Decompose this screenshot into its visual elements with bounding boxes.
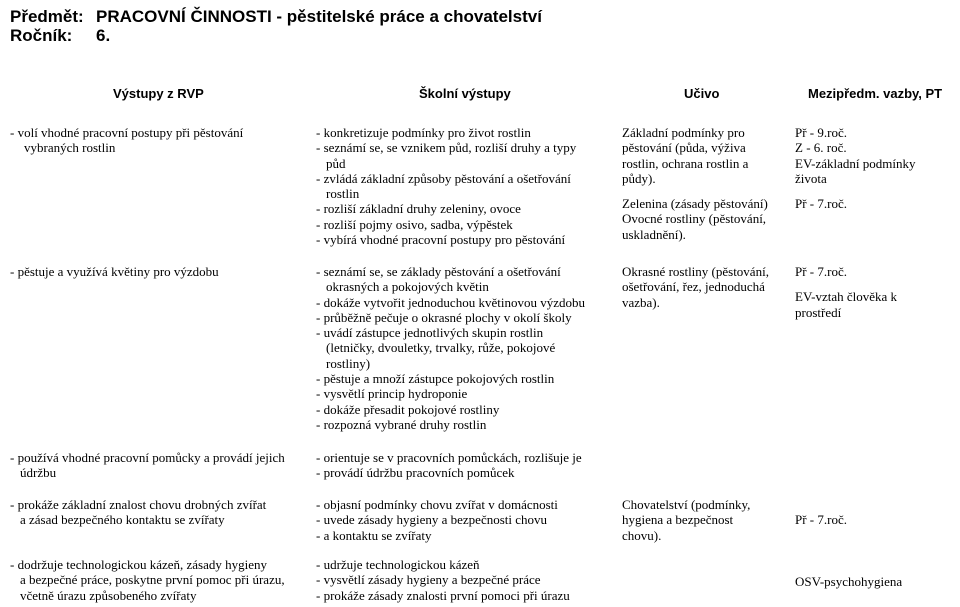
grade-label: Ročník: (10, 26, 73, 45)
text-line: - volí vhodné pracovní postupy při pěstování (10, 125, 244, 140)
text-line: Základní podmínky pro (622, 125, 745, 140)
text-line: - prokáže zásady znalosti první pomoci při úrazu (316, 587, 570, 603)
text-line: - vysvětlí princip hydroponie (316, 386, 468, 402)
table-header (0, 84, 960, 106)
text-line: - udržuje technologickou kázeň (316, 557, 480, 572)
text-line: a zásad bezpečného kontaktu se zvířaty (20, 512, 225, 528)
row2-school (316, 264, 616, 432)
text-line: - rozliší základní druhy zeleniny, ovoce (316, 201, 521, 217)
column-header-curriculum: Učivo (684, 86, 720, 101)
text-line: ošetřování, řez, jednoduchá (622, 279, 765, 295)
text-line: - uvádí zástupce jednotlivých skupin rostlin (316, 325, 544, 341)
text-line: - dodržuje technologickou kázeň, zásady hygieny (10, 557, 268, 572)
column-header-links: Mezipředm. vazby, PT (808, 86, 943, 101)
text-line: - seznámí se, se vznikem půd, rozliší druhy a typy (316, 140, 577, 156)
text-line: Okrasné rostliny (pěstování, (622, 264, 769, 279)
text-line: rostlin, ochrana rostlin a (622, 155, 749, 171)
text-line: - rozliší pojmy osivo, sadba, výpěstek (316, 216, 513, 232)
text-line: - uvede zásady hygieny a bezpečnosti chovu (316, 512, 548, 528)
text-line: - průběžně pečuje o okrasné plochy v okolí školy (316, 309, 572, 325)
subject-label: Předmět: (10, 7, 84, 26)
text-line: včetně úrazu způsobeného zvířaty (20, 587, 197, 603)
text-line: - dokáže přesadit pokojové rostliny (316, 401, 500, 417)
text-line: Z - 6. roč. (795, 140, 847, 156)
text-line: půd (326, 155, 346, 171)
text-line: - dokáže vytvořit jednoduchou květinovou výzdobu (316, 294, 585, 310)
row2-rvp (10, 264, 310, 279)
text-line: chovu). (622, 527, 662, 543)
text-line: - objasní podmínky chovu zvířat v domácnosti (316, 497, 558, 512)
text-line: - vysvětlí zásady hygieny a bezpečné práce (316, 572, 541, 588)
text-line: Zelenina (zásady pěstování) (622, 196, 768, 212)
text-line: EV-základní podmínky (795, 155, 916, 171)
text-line: Př - 9.roč. (795, 125, 847, 140)
row2-links (795, 264, 960, 320)
row1-curriculum (622, 125, 787, 242)
row5-school (316, 557, 616, 603)
text-line: hygiena a bezpečnost (622, 512, 734, 528)
row5-rvp (10, 557, 310, 603)
subject-value: PRACOVNÍ ČINNOSTI - pěstitelské práce a chovatelství (96, 7, 542, 26)
text-line: okrasných a pokojových květin (326, 279, 489, 295)
row2-curriculum (622, 264, 787, 310)
subject-line (10, 7, 542, 27)
text-line: - provádí údržbu pracovních pomůcek (316, 465, 515, 481)
text-line: Chovatelství (podmínky, (622, 497, 751, 512)
text-line: - konkretizuje podmínky pro život rostlin (316, 125, 531, 140)
text-line: života (795, 170, 827, 186)
row1-school (316, 125, 616, 247)
text-line: rostliny) (326, 355, 371, 371)
row4-links (795, 512, 960, 527)
text-line: - používá vhodné pracovní pomůcky a provádí jejich (10, 450, 285, 465)
text-line: a bezpečné práce, poskytne první pomoc při úrazu, (20, 572, 285, 588)
row4-school (316, 497, 616, 543)
text-line: - zvládá základní způsoby pěstování a ošetřování (316, 170, 571, 186)
text-line: pěstování (půda, výživa (622, 140, 746, 156)
text-line: - seznámí se, se základy pěstování a ošetřování (316, 264, 561, 279)
text-line: vybraných rostlin (24, 140, 116, 156)
row3-rvp (10, 450, 310, 481)
text-line: prostředí (795, 304, 842, 320)
row4-curriculum (622, 497, 787, 543)
column-header-school: Školní výstupy (419, 86, 511, 101)
grade-line (10, 26, 110, 46)
text-line: půdy). (622, 170, 656, 186)
text-line: Př - 7.roč. (795, 264, 847, 279)
text-line: (letničky, dvouletky, trvalky, růže, pokojové (326, 340, 556, 356)
text-line: - pěstuje a využívá květiny pro výzdobu (10, 264, 219, 279)
text-line: - vybírá vhodné pracovní postupy pro pěstování (316, 232, 566, 248)
text-line: EV-vztah člověka k (795, 289, 898, 305)
text-line: - pěstuje a množí zástupce pokojových rostlin (316, 371, 555, 387)
grade-value: 6. (96, 26, 111, 45)
text-line: Př - 7.roč. (795, 196, 847, 212)
row5-links (795, 574, 960, 589)
text-line: - prokáže základní znalost chovu drobných zvířat (10, 497, 267, 512)
text-line: vazba). (622, 294, 660, 310)
column-header-rvp: Výstupy z RVP (113, 86, 204, 101)
text-line: Ovocné rostliny (pěstování, (622, 211, 767, 227)
text-line: uskladnění). (622, 226, 686, 242)
row4-rvp (10, 497, 310, 528)
row1-rvp (10, 125, 310, 156)
text-line: OSV-psychohygiena (795, 574, 903, 589)
text-line: - orientuje se v pracovních pomůckách, rozlišuje je (316, 450, 582, 465)
text-line: - a kontaktu se zvířaty (316, 527, 432, 543)
text-line: údržbu (20, 465, 57, 481)
text-line: rostlin (326, 186, 360, 202)
text-line: Př - 7.roč. (795, 512, 847, 527)
row3-school (316, 450, 616, 481)
row1-links (795, 125, 960, 211)
text-line: - rozpozná vybrané druhy rostlin (316, 416, 487, 432)
